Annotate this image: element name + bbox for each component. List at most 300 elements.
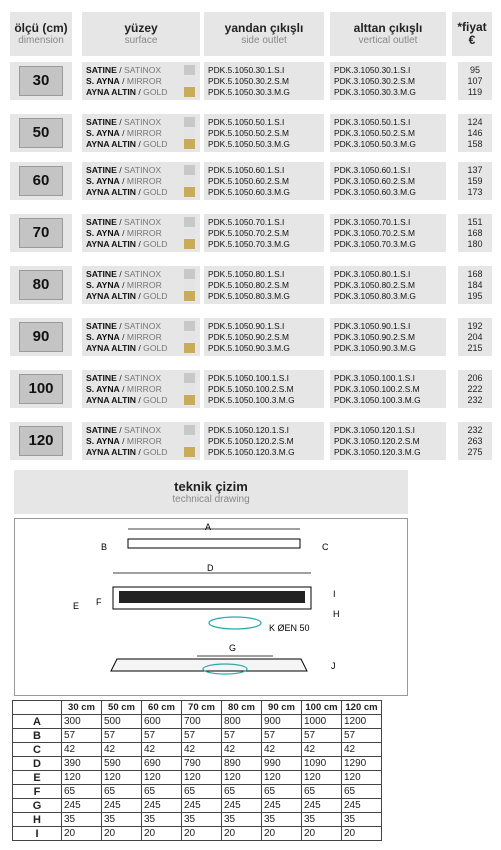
dimension-cell: 57	[142, 729, 182, 743]
dimension-cell: 35	[222, 813, 262, 827]
side-code: PDK.5.1050.30.2.S.M	[208, 76, 290, 86]
product-row	[10, 62, 492, 100]
dimensions-table	[12, 700, 382, 841]
price-value: 168	[467, 228, 483, 238]
dimension-cell: 300	[62, 715, 102, 729]
price-cell	[458, 422, 492, 460]
dimension-cell: 790	[182, 757, 222, 771]
vertical-code: PDK.3.1050.90.2.S.M	[334, 332, 416, 342]
header-size-label: ölçü (cm)	[14, 20, 68, 35]
price-cell	[458, 370, 492, 408]
price-value: 95	[469, 65, 480, 75]
vertical-code: PDK.3.1050.50.1.S.I	[334, 117, 411, 127]
dimension-cell: 20	[302, 827, 342, 841]
dimension-cell: 65	[62, 785, 102, 799]
header-side-label: yandan çıkışlı	[224, 20, 304, 35]
side-code: PDK.5.1050.100.1.S.I	[208, 373, 290, 383]
surface-mirror: S. AYNA / MIRROR	[86, 176, 162, 186]
surface-satine: SATINE / SATINOX	[86, 321, 162, 331]
surface-mirror: S. AYNA / MIRROR	[86, 128, 162, 138]
dimension-cell: 500	[102, 715, 142, 729]
side-outlet-codes	[204, 266, 324, 304]
side-code: PDK.5.1050.80.3.M.G	[208, 291, 290, 301]
surface-cell	[82, 266, 200, 304]
size-cell	[10, 62, 72, 100]
side-code: PDK.5.1050.30.1.S.I	[208, 65, 285, 75]
size-value: 120	[19, 426, 63, 456]
label-b: B	[101, 542, 108, 552]
dimension-row-label: H	[13, 813, 62, 827]
side-code: PDK.5.1050.30.3.M.G	[208, 87, 290, 97]
product-row	[10, 214, 492, 252]
dimension-cell: 1000	[302, 715, 342, 729]
dimension-row	[13, 743, 382, 757]
surface-cell	[82, 318, 200, 356]
surface-cell	[82, 162, 200, 200]
dimension-cell: 245	[182, 799, 222, 813]
side-code: PDK.5.1050.60.1.S.I	[208, 165, 285, 175]
header-price	[452, 12, 492, 56]
side-code: PDK.5.1050.120.1.S.I	[208, 425, 290, 435]
mirror-swatch	[184, 332, 195, 342]
price-value: 137	[467, 165, 483, 175]
price-value: 151	[467, 217, 483, 227]
dimension-cell: 600	[142, 715, 182, 729]
price-cell	[458, 266, 492, 304]
vertical-outlet-codes	[330, 422, 446, 460]
surface-mirror: S. AYNA / MIRROR	[86, 384, 162, 394]
product-row	[10, 318, 492, 356]
dimension-row-label: F	[13, 785, 62, 799]
finish-swatch	[184, 269, 195, 301]
size-value: 50	[19, 118, 63, 148]
vertical-code: PDK.3.1050.80.1.S.I	[334, 269, 411, 279]
dimension-row-label: B	[13, 729, 62, 743]
finish-swatch	[184, 117, 195, 149]
label-k: K ØEN 50	[269, 623, 310, 633]
gold-swatch	[184, 87, 195, 97]
dimension-cell: 42	[182, 743, 222, 757]
dimension-row-label: E	[13, 771, 62, 785]
dimension-cell: 42	[342, 743, 382, 757]
size-cell	[10, 422, 72, 460]
vertical-code: PDK.3.1050.100.2.S.M	[334, 384, 420, 394]
dimension-cell: 700	[182, 715, 222, 729]
side-outlet-codes	[204, 62, 324, 100]
vertical-code: PDK.3.1050.60.1.S.I	[334, 165, 411, 175]
channel-grate	[119, 591, 305, 603]
surface-cell	[82, 114, 200, 152]
size-cell	[10, 114, 72, 152]
price-value: 215	[467, 343, 483, 353]
header-side-outlet	[204, 12, 324, 56]
dimension-cell: 65	[102, 785, 142, 799]
vertical-outlet-codes	[330, 162, 446, 200]
finish-swatch	[184, 65, 195, 97]
product-row	[10, 162, 492, 200]
price-value: 159	[467, 176, 483, 186]
vertical-code: PDK.3.1050.120.1.S.I	[334, 425, 416, 435]
surface-mirror: S. AYNA / MIRROR	[86, 76, 162, 86]
side-code: PDK.5.1050.120.2.S.M	[208, 436, 294, 446]
size-value: 30	[19, 66, 63, 96]
mirror-swatch	[184, 280, 195, 290]
dimension-cell: 120	[262, 771, 302, 785]
side-outlet-codes	[204, 114, 324, 152]
side-code: PDK.5.1050.90.3.M.G	[208, 343, 290, 353]
finish-swatch	[184, 217, 195, 249]
header-size-sub: dimension	[18, 34, 64, 46]
dimension-cell: 590	[102, 757, 142, 771]
label-h: H	[333, 609, 340, 619]
vertical-code: PDK.3.1050.70.3.M.G	[334, 239, 416, 249]
side-outlet-codes	[204, 422, 324, 460]
vertical-code: PDK.3.1050.70.2.S.M	[334, 228, 416, 238]
satinox-swatch	[184, 117, 195, 127]
size-cell	[10, 370, 72, 408]
surface-gold: AYNA ALTIN / GOLD	[86, 139, 168, 149]
dimension-column-header: 50 cm	[102, 701, 142, 715]
surface-mirror: S. AYNA / MIRROR	[86, 280, 162, 290]
dimension-cell: 20	[182, 827, 222, 841]
surface-cell	[82, 62, 200, 100]
dimension-cell: 690	[142, 757, 182, 771]
technical-drawing	[14, 518, 408, 696]
size-cell	[10, 214, 72, 252]
satinox-swatch	[184, 269, 195, 279]
dimension-row	[13, 799, 382, 813]
header-side-sub: side outlet	[241, 34, 287, 46]
technical-subtitle: technical drawing	[172, 494, 250, 505]
side-code: PDK.5.1050.70.2.S.M	[208, 228, 290, 238]
dimension-cell: 35	[62, 813, 102, 827]
dimension-cell: 20	[262, 827, 302, 841]
dimension-row	[13, 827, 382, 841]
dimension-row-label: D	[13, 757, 62, 771]
header-vertical-sub: vertical outlet	[358, 34, 418, 46]
dimension-cell: 65	[302, 785, 342, 799]
side-code: PDK.5.1050.50.1.S.I	[208, 117, 285, 127]
dimension-cell: 1090	[302, 757, 342, 771]
dimension-column-header: 100 cm	[302, 701, 342, 715]
mirror-swatch	[184, 128, 195, 138]
dimension-cell: 57	[62, 729, 102, 743]
vertical-code: PDK.3.1050.120.2.S.M	[334, 436, 420, 446]
satinox-swatch	[184, 321, 195, 331]
dimension-cell: 65	[342, 785, 382, 799]
satinox-swatch	[184, 373, 195, 383]
dimension-cell: 245	[222, 799, 262, 813]
dimension-cell: 42	[222, 743, 262, 757]
dimension-cell: 120	[102, 771, 142, 785]
finish-swatch	[184, 425, 195, 457]
mirror-swatch	[184, 176, 195, 186]
finish-swatch	[184, 321, 195, 353]
size-value: 100	[19, 374, 63, 404]
dimension-cell: 35	[102, 813, 142, 827]
side-code: PDK.5.1050.80.2.S.M	[208, 280, 290, 290]
satinox-swatch	[184, 217, 195, 227]
dimension-cell: 120	[62, 771, 102, 785]
dimension-cell: 1200	[342, 715, 382, 729]
price-value: 184	[467, 280, 483, 290]
vertical-outlet-codes	[330, 62, 446, 100]
side-code: PDK.5.1050.90.2.S.M	[208, 332, 290, 342]
price-value: 180	[467, 239, 483, 249]
dimension-cell: 1290	[342, 757, 382, 771]
dimension-column-header: 70 cm	[182, 701, 222, 715]
vertical-outlet-codes	[330, 214, 446, 252]
dimension-cell: 890	[222, 757, 262, 771]
side-outlet-codes	[204, 214, 324, 252]
surface-mirror: S. AYNA / MIRROR	[86, 228, 162, 238]
finish-swatch	[184, 165, 195, 197]
surface-satine: SATINE / SATINOX	[86, 373, 162, 383]
vertical-code: PDK.3.1050.50.3.M.G	[334, 139, 416, 149]
dimension-row	[13, 785, 382, 799]
vertical-code: PDK.3.1050.120.3.M.G	[334, 447, 421, 457]
vertical-code: PDK.3.1050.100.3.M.G	[334, 395, 421, 405]
vertical-outlet-codes	[330, 266, 446, 304]
satinox-swatch	[184, 65, 195, 75]
label-j: J	[331, 661, 336, 671]
dimension-cell: 245	[102, 799, 142, 813]
vertical-code: PDK.3.1050.30.2.S.M	[334, 76, 416, 86]
dimension-cell: 120	[222, 771, 262, 785]
dimension-cell: 245	[62, 799, 102, 813]
vertical-code: PDK.3.1050.70.1.S.I	[334, 217, 411, 227]
dimension-cell: 57	[182, 729, 222, 743]
dimension-cell: 20	[342, 827, 382, 841]
surface-satine: SATINE / SATINOX	[86, 217, 162, 227]
label-d: D	[207, 563, 214, 573]
dimension-column-header: 80 cm	[222, 701, 262, 715]
size-value: 70	[19, 218, 63, 248]
dimension-cell: 20	[62, 827, 102, 841]
price-value: 275	[467, 447, 483, 457]
dimension-row-label: A	[13, 715, 62, 729]
surface-cell	[82, 422, 200, 460]
grate-top-view	[128, 539, 300, 548]
size-cell	[10, 266, 72, 304]
gold-swatch	[184, 291, 195, 301]
dimension-cell: 20	[142, 827, 182, 841]
side-outlet-codes	[204, 162, 324, 200]
surface-mirror: S. AYNA / MIRROR	[86, 436, 162, 446]
price-cell	[458, 318, 492, 356]
dimension-cell: 42	[262, 743, 302, 757]
dimension-cell: 57	[302, 729, 342, 743]
dimension-cell: 120	[182, 771, 222, 785]
dimension-cell: 35	[142, 813, 182, 827]
finish-swatch	[184, 373, 195, 405]
price-cell	[458, 214, 492, 252]
dimension-row-label: G	[13, 799, 62, 813]
dimension-cell: 57	[342, 729, 382, 743]
price-value: 222	[467, 384, 483, 394]
surface-gold: AYNA ALTIN / GOLD	[86, 447, 168, 457]
mirror-swatch	[184, 384, 195, 394]
gold-swatch	[184, 239, 195, 249]
dimension-cell: 57	[222, 729, 262, 743]
dimension-cell: 245	[342, 799, 382, 813]
label-i: I	[333, 589, 336, 599]
price-value: 192	[467, 321, 483, 331]
price-value: 263	[467, 436, 483, 446]
dimension-cell: 42	[62, 743, 102, 757]
header-surface-label: yüzey	[124, 20, 158, 35]
vertical-code: PDK.3.1050.100.1.S.I	[334, 373, 416, 383]
side-code: PDK.5.1050.50.3.M.G	[208, 139, 290, 149]
vertical-outlet-codes	[330, 318, 446, 356]
dimension-cell: 120	[302, 771, 342, 785]
technical-drawing-header	[14, 470, 408, 514]
dimensions-header-row	[13, 701, 382, 715]
dimension-cell: 35	[342, 813, 382, 827]
dimension-cell: 20	[102, 827, 142, 841]
vertical-code: PDK.3.1050.30.1.S.I	[334, 65, 411, 75]
dimension-cell: 35	[182, 813, 222, 827]
dimension-row-label: I	[13, 827, 62, 841]
surface-gold: AYNA ALTIN / GOLD	[86, 87, 168, 97]
dimension-row	[13, 813, 382, 827]
vertical-outlet-codes	[330, 114, 446, 152]
dimension-cell: 20	[222, 827, 262, 841]
outlet-pipe	[209, 617, 261, 629]
satinox-swatch	[184, 165, 195, 175]
size-cell	[10, 318, 72, 356]
surface-gold: AYNA ALTIN / GOLD	[86, 187, 168, 197]
dimension-cell: 245	[262, 799, 302, 813]
surface-gold: AYNA ALTIN / GOLD	[86, 291, 168, 301]
dimension-cell: 390	[62, 757, 102, 771]
dimension-column-header: 90 cm	[262, 701, 302, 715]
side-outlet-codes	[204, 318, 324, 356]
surface-gold: AYNA ALTIN / GOLD	[86, 239, 168, 249]
header-price-currency: €	[468, 33, 476, 47]
price-value: 173	[467, 187, 483, 197]
surface-cell	[82, 370, 200, 408]
price-value: 232	[467, 395, 483, 405]
vertical-code: PDK.3.1050.60.2.S.M	[334, 176, 416, 186]
mirror-swatch	[184, 76, 195, 86]
price-value: 195	[467, 291, 483, 301]
vertical-code: PDK.3.1050.60.3.M.G	[334, 187, 416, 197]
gold-swatch	[184, 139, 195, 149]
product-row	[10, 370, 492, 408]
label-g: G	[229, 643, 237, 653]
price-value: 119	[467, 87, 483, 97]
side-code: PDK.5.1050.90.1.S.I	[208, 321, 285, 331]
side-code: PDK.5.1050.60.2.S.M	[208, 176, 290, 186]
price-value: 158	[467, 139, 483, 149]
surface-gold: AYNA ALTIN / GOLD	[86, 343, 168, 353]
surface-satine: SATINE / SATINOX	[86, 165, 162, 175]
price-cell	[458, 162, 492, 200]
vertical-code: PDK.3.1050.50.2.S.M	[334, 128, 416, 138]
dimension-cell: 245	[302, 799, 342, 813]
satinox-swatch	[184, 425, 195, 435]
side-code: PDK.5.1050.80.1.S.I	[208, 269, 285, 279]
price-value: 206	[467, 373, 483, 383]
vertical-code: PDK.3.1050.30.3.M.G	[334, 87, 416, 97]
dimension-cell: 65	[182, 785, 222, 799]
side-code: PDK.5.1050.100.2.S.M	[208, 384, 294, 394]
vertical-code: PDK.3.1050.90.1.S.I	[334, 321, 411, 331]
price-value: 107	[467, 76, 483, 86]
gold-swatch	[184, 187, 195, 197]
dimension-cell: 120	[342, 771, 382, 785]
dimension-cell: 57	[102, 729, 142, 743]
surface-satine: SATINE / SATINOX	[86, 425, 162, 435]
side-code: PDK.5.1050.70.1.S.I	[208, 217, 285, 227]
dimension-cell: 990	[262, 757, 302, 771]
header-vertical-label: alttan çıkışlı	[353, 20, 423, 35]
dimension-cell: 57	[262, 729, 302, 743]
dimension-row-label: C	[13, 743, 62, 757]
price-value: 146	[467, 128, 483, 138]
vertical-code: PDK.3.1050.80.3.M.G	[334, 291, 416, 301]
vertical-outlet-codes	[330, 370, 446, 408]
dimension-cell: 65	[222, 785, 262, 799]
surface-mirror: S. AYNA / MIRROR	[86, 332, 162, 342]
mirror-swatch	[184, 228, 195, 238]
header-vertical-outlet	[330, 12, 446, 56]
gold-swatch	[184, 395, 195, 405]
price-value: 232	[467, 425, 483, 435]
dimension-column-header: 120 cm	[342, 701, 382, 715]
surface-gold: AYNA ALTIN / GOLD	[86, 395, 168, 405]
side-code: PDK.5.1050.70.3.M.G	[208, 239, 290, 249]
size-cell	[10, 162, 72, 200]
dimension-cell: 65	[142, 785, 182, 799]
mirror-swatch	[184, 436, 195, 446]
dimension-row	[13, 729, 382, 743]
dimensions-corner	[13, 701, 62, 715]
gold-swatch	[184, 447, 195, 457]
price-value: 124	[467, 117, 483, 127]
size-value: 90	[19, 322, 63, 352]
dimension-cell: 900	[262, 715, 302, 729]
technical-title: teknik çizim	[174, 479, 248, 494]
size-value: 60	[19, 166, 63, 196]
product-row	[10, 422, 492, 460]
product-row	[10, 266, 492, 304]
side-code: PDK.5.1050.60.3.M.G	[208, 187, 290, 197]
vertical-code: PDK.3.1050.80.2.S.M	[334, 280, 416, 290]
dimension-cell: 42	[302, 743, 342, 757]
header-size	[10, 12, 72, 56]
side-code: PDK.5.1050.120.3.M.G	[208, 447, 295, 457]
dimension-cell: 800	[222, 715, 262, 729]
header-surface-sub: surface	[124, 34, 158, 46]
surface-satine: SATINE / SATINOX	[86, 117, 162, 127]
surface-satine: SATINE / SATINOX	[86, 65, 162, 75]
drawing-svg	[15, 519, 407, 695]
dimension-cell: 42	[102, 743, 142, 757]
product-row	[10, 114, 492, 152]
label-a: A	[205, 522, 212, 532]
dimension-cell: 65	[262, 785, 302, 799]
dimension-column-header: 30 cm	[62, 701, 102, 715]
vertical-code: PDK.3.1050.90.3.M.G	[334, 343, 416, 353]
dimension-row	[13, 771, 382, 785]
surface-satine: SATINE / SATINOX	[86, 269, 162, 279]
side-code: PDK.5.1050.100.3.M.G	[208, 395, 295, 405]
dimension-cell: 35	[302, 813, 342, 827]
header-surface	[82, 12, 200, 56]
surface-cell	[82, 214, 200, 252]
